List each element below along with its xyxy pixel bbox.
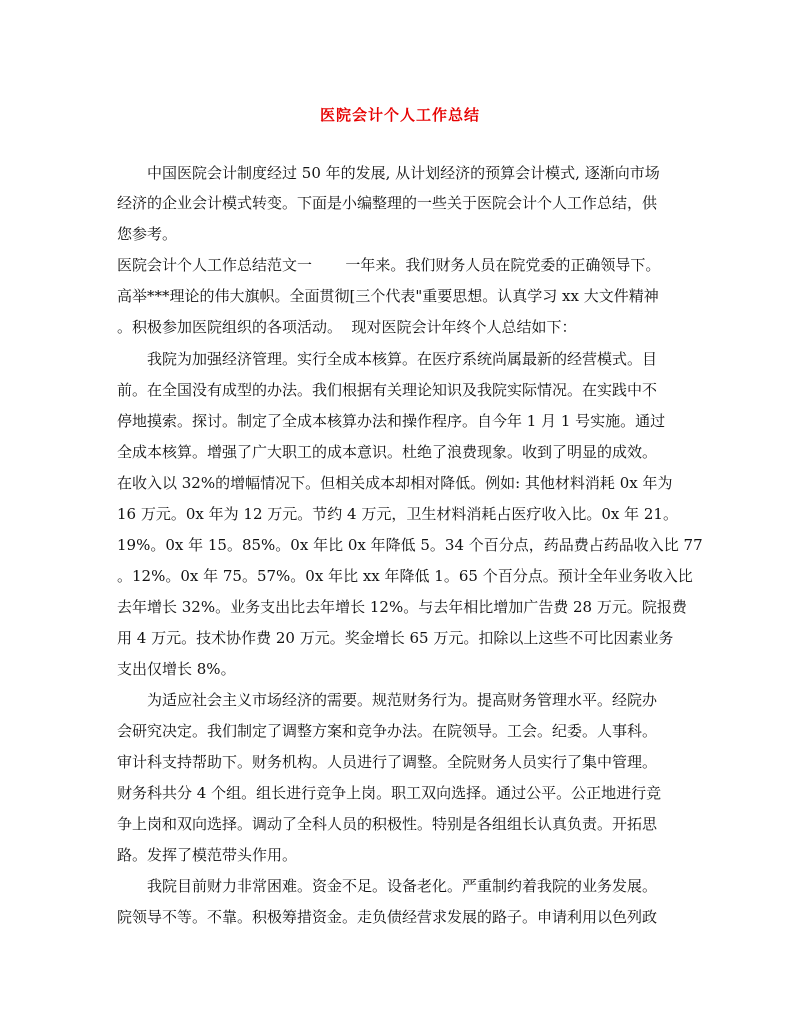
paragraph-line: 高举***理论的伟大旗帜。全面贯彻[三个代表"重要思想。认真学习 xx 大文件精神	[117, 287, 659, 305]
paragraph-line: 16 万元。0x 年为 12 万元。节约 4 万元，卫生材料消耗占医疗收入比。0x 年 21。	[117, 505, 678, 523]
paragraph-line: 会研究决定。我们制定了调整方案和竞争办法。在院领导。工会。纪委。人事科。	[117, 722, 658, 740]
paragraph-line: 财务科共分 4 个组。组长进行竞争上岗。职工双向选择。通过公平。公正地进行竞	[117, 784, 662, 802]
paragraph-line: 路。发挥了模范带头作用。	[117, 846, 298, 864]
paragraph-line: 支出仅增长 8%。	[117, 660, 236, 678]
paragraph-line: 全成本核算。增强了广大职工的成本意识。杜绝了浪费现象。收到了明显的成效。	[117, 443, 658, 461]
paragraph-line: 停地摸索。探讨。制定了全成本核算办法和操作程序。自今年 1 月 1 号实施。通过	[117, 412, 666, 430]
paragraph-line: 争上岗和双向选择。调动了全科人员的积极性。特别是各组组长认真负责。开拓思	[117, 815, 658, 833]
paragraph-line: 医院会计个人工作总结范文一 一年来。我们财务人员在院党委的正确领导下。	[117, 256, 661, 274]
paragraph-line: 院领导不等。不靠。积极筹措资金。走负债经营求发展的路子。申请利用以色列政	[117, 908, 658, 926]
document-title: 医院会计个人工作总结	[319, 106, 480, 124]
paragraph-line: 中国医院会计制度经过 50 年的发展, 从计划经济的预算会计模式, 逐渐向市场	[147, 164, 660, 182]
paragraph-line: 我院为加强经济管理。实行全成本核算。在医疗系统尚属最新的经营模式。目	[147, 350, 658, 368]
paragraph-line: 用 4 万元。技术协作费 20 万元。奖金增长 65 万元。扣除以上这些不可比因素业务	[117, 629, 674, 647]
paragraph-line: 为适应社会主义市场经济的需要。规范财务行为。提高财务管理水平。经院办	[147, 691, 658, 709]
paragraph-line: 您参考。	[117, 225, 178, 243]
paragraph-line: 经济的企业会计模式转变。下面是小编整理的一些关于医院会计个人工作总结，供	[117, 194, 658, 212]
paragraph-line: 。积极参加医院组织的各项活动。 现对医院会计年终个人总结如下：	[117, 318, 577, 336]
paragraph-line: 前。在全国没有成型的办法。我们根据有关理论知识及我院实际情况。在实践中不	[117, 381, 658, 399]
paragraph-line: 19%。0x 年 15。85%。0x 年比 0x 年降低 5。34 个百分点，药品费占药品收入比 77	[117, 536, 703, 554]
paragraph-line: 。12%。0x 年 75。57%。0x 年比 xx 年降低 1。65 个百分点。预计全年业务收入比	[117, 567, 693, 585]
paragraph-line: 去年增长 32%。业务支出比去年增长 12%。与去年相比增加广告费 28 万元。院报费	[117, 598, 687, 616]
paragraph-line: 审计科支持帮助下。财务机构。人员进行了调整。全院财务人员实行了集中管理。	[117, 753, 658, 771]
paragraph-line: 在收入以 32%的增幅情况下。但相关成本却相对降低。例如: 其他材料消耗 0x 年为	[117, 474, 673, 492]
paragraph-line: 我院目前财力非常困难。资金不足。设备老化。严重制约着我院的业务发展。	[147, 877, 658, 895]
